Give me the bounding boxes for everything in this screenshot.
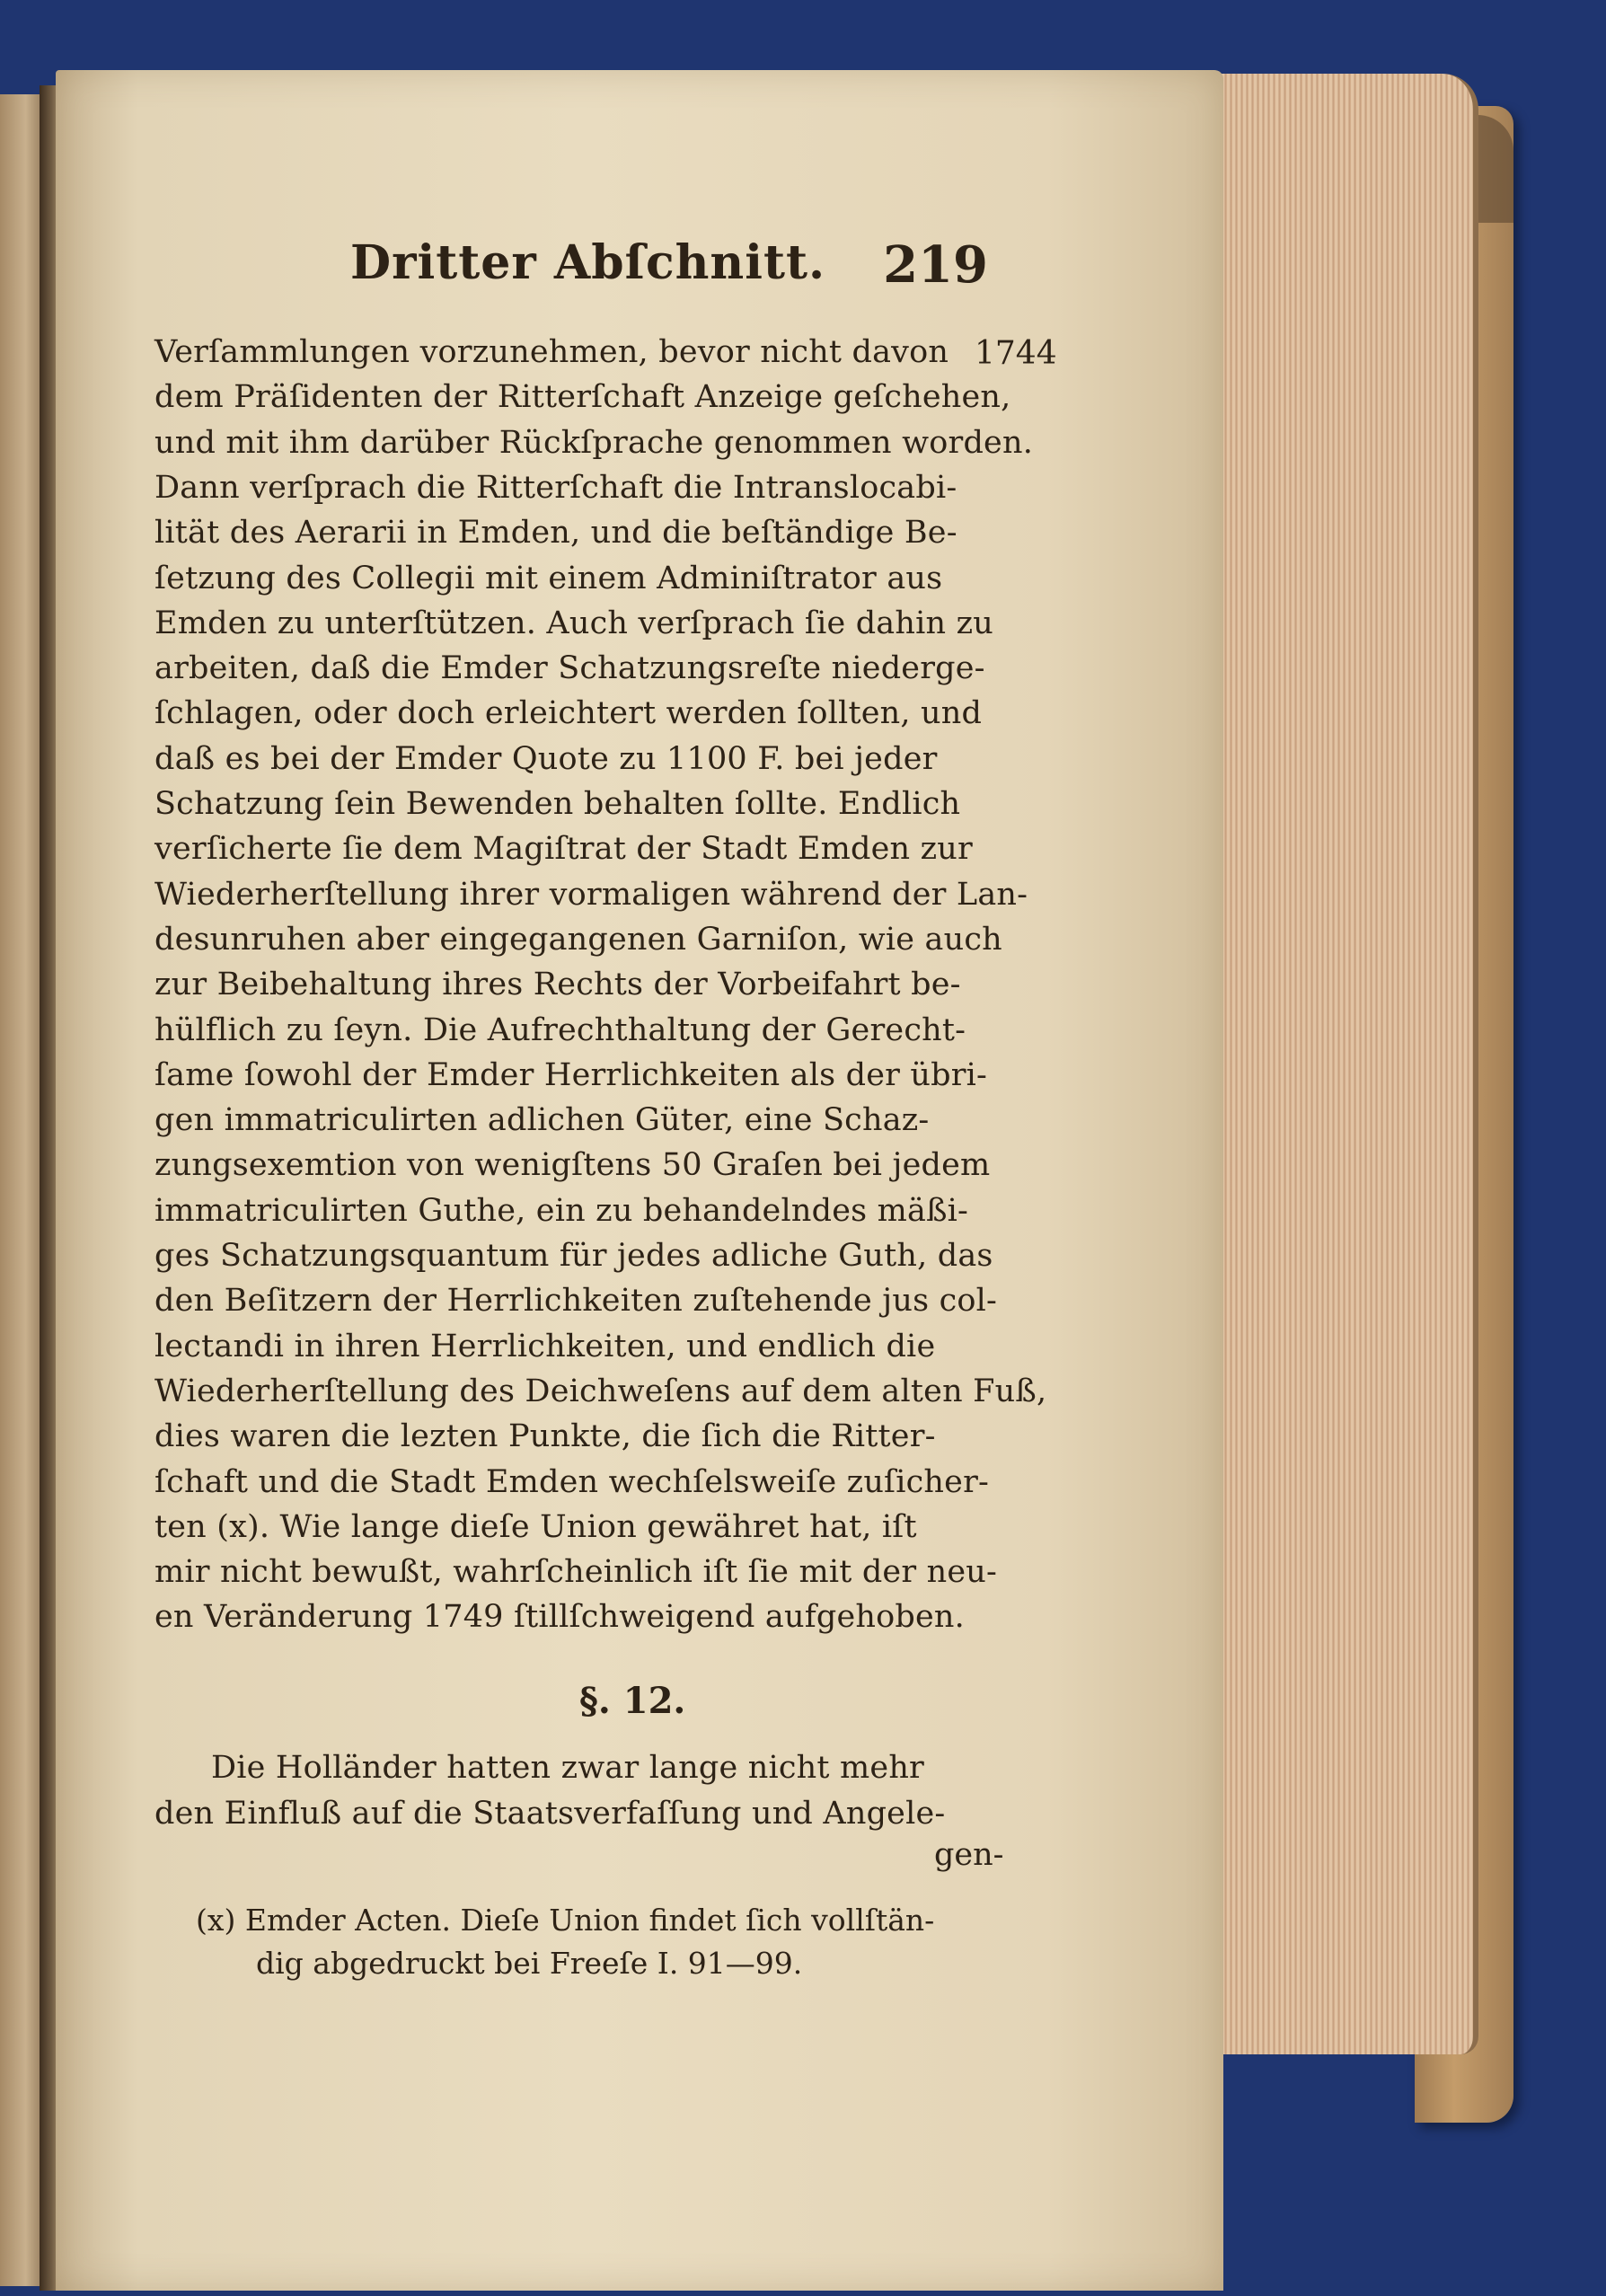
text-line: Wiederherſtellung ihrer vormaligen während der Lan- — [154, 876, 1028, 913]
text-line: Wiederherſtellung des Deichweſens auf dem alten Fuß, — [154, 1373, 1047, 1409]
text-line: zur Beibehaltung ihres Rechts der Vorbeifahrt be- — [154, 967, 961, 1003]
text-line: den Einfluß auf die Staatsverfaſſung und Angele- — [154, 1796, 946, 1832]
text-line: Emden zu unterſtützen. Auch verſprach ſie dahin zu — [154, 605, 993, 641]
text-line: immatriculirten Guthe, ein zu behandelndes mäßi- — [154, 1192, 969, 1229]
text-line: Dann verſprach die Ritterſchaft die Intranslocabi- — [154, 469, 957, 506]
text-line: mir nicht bewußt, wahrſcheinlich iſt ſie mit der neu- — [154, 1554, 998, 1591]
text-line: den Beſitzern der Herrlichkeiten zuſtehende jus col- — [154, 1283, 998, 1320]
footnote-line: dig abgedruckt bei Freeſe I. 91—99. — [256, 1946, 803, 1981]
text-line: arbeiten, daß die Emder Schatzungsreſte niederge- — [154, 650, 985, 687]
text-line: lität des Aerarii in Emden, und die beſtändige Be- — [154, 515, 957, 552]
page-title: Dritter Abſchnitt. — [350, 235, 826, 290]
text-line: dem Präſidenten der Ritterſchaft Anzeige geſchehen, — [154, 379, 1011, 416]
text-line: Verſammlungen vorzunehmen, bevor nicht davon — [154, 334, 949, 370]
text-line: verſicherte ſie dem Magiſtrat der Stadt Emden zur — [154, 831, 973, 868]
text-line: daß es bei der Emder Quote zu 1100 F. bei jeder — [154, 740, 938, 777]
page-stack-edges — [1222, 74, 1478, 2054]
text-line: ſame ſowohl der Emder Herrlichkeiten als der übri- — [154, 1056, 988, 1093]
text-line: und mit ihm darüber Rückſprache genommen worden. — [154, 424, 1034, 461]
catchword: gen- — [934, 1837, 1004, 1873]
text-line: Die Holländer hatten zwar lange nicht mehr — [211, 1750, 924, 1786]
text-line: dies waren die lezten Punkte, die ſich die Ritter- — [154, 1418, 936, 1455]
text-line: Schatzung ſein Bewenden behalten ſollte. Endlich — [154, 786, 961, 822]
text-line: en Veränderung 1749 ſtillſchweigend aufgehoben. — [154, 1599, 965, 1636]
text-line: ges Schatzungsquantum für jedes adliche Guth, das — [154, 1238, 993, 1274]
text-line: lectandi in ihren Herrlichkeiten, und endlich die — [154, 1328, 936, 1364]
page-number: 219 — [883, 235, 988, 295]
text-line: ſchaft und die Stadt Emden wechſelsweiſe zuſicher- — [154, 1463, 990, 1500]
margin-year: 1744 — [975, 335, 1057, 372]
text-line: ſchlagen, oder doch erleichtert werden ſollten, und — [154, 695, 983, 732]
text-line: ten (x). Wie lange dieſe Union gewähret hat, iſt — [154, 1508, 917, 1545]
running-header — [350, 235, 988, 307]
text-line: zungsexemtion von wenigſtens 50 Graſen bei jedem — [154, 1147, 991, 1184]
footnote-line: (x) Emder Acten. Dieſe Union findet ſich vollſtän- — [196, 1903, 935, 1938]
section-heading: §. 12. — [579, 1680, 686, 1722]
text-line: hülflich zu ſeyn. Die Aufrechthaltung der Gerecht- — [154, 1011, 966, 1048]
text-line: desunruhen aber eingegangenen Garniſon, wie auch — [154, 921, 1002, 958]
text-line: gen immatriculirten adlichen Güter, eine Schaz- — [154, 1102, 930, 1139]
text-line: ſetzung des Collegii mit einem Adminiſtrator aus — [154, 560, 943, 596]
